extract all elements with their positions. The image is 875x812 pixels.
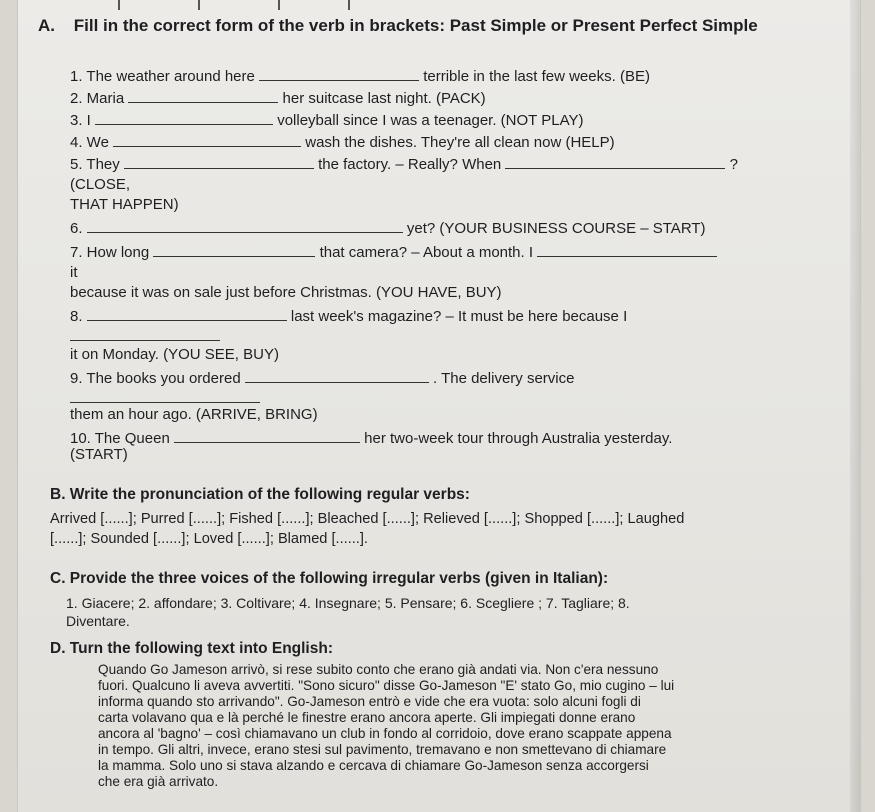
- item-7-middle: that camera? – About a month. I: [319, 244, 534, 261]
- answer-blank[interactable]: [259, 66, 419, 81]
- section-b-verbs-line-2: [......]; Sounded [......]; Loved [......]; Blamed [......].: [50, 531, 368, 547]
- exercise-item-3: [70, 110, 583, 130]
- item-6-start: 6.: [70, 220, 83, 237]
- item-3-start: 3. I: [70, 112, 91, 129]
- exercise-item-2: [70, 88, 486, 108]
- exercise-item-6: [70, 218, 706, 238]
- top-edge-marks: [78, 0, 378, 12]
- item-5-hint-line-2: THAT HAPPEN): [70, 196, 179, 213]
- italian-text-line-2: fuori. Qualcuno li aveva avvertiti. "Sono sicuro" disse Go-Jameson "E' stato Go, mio cugino – lui: [98, 678, 675, 693]
- item-7-hint: because it was on sale just before Christmas. (YOU HAVE, BUY): [70, 284, 502, 301]
- answer-blank[interactable]: [537, 242, 717, 257]
- section-a-title: [38, 16, 758, 36]
- exercise-item-5: [70, 154, 738, 174]
- section-c-title: C. Provide the three voices of the following irregular verbs (given in Italian):: [50, 570, 609, 587]
- item-4-end: wash the dishes. They're all clean now (HELP): [305, 134, 615, 151]
- section-a-heading: Fill in the correct form of the verb in brackets: Past Simple or Present Perfect Simple: [73, 16, 758, 35]
- item-5-hint-line-1: (CLOSE,: [70, 176, 131, 193]
- item-8-end: last week's magazine? – It must be here because I: [290, 308, 628, 325]
- exercise-item-9: [70, 368, 574, 388]
- italian-text-line-6: in tempo. Gli altri, invece, erano stesi sul pavimento, tremavano e non smettevano di chiamare: [98, 742, 667, 757]
- answer-blank[interactable]: [113, 132, 301, 147]
- item-7-continuation: it: [70, 264, 78, 281]
- italian-text-line-7: la mamma. Solo uno si stava alzando e cercava di chiamare Go-Jameson senza accorgersi: [98, 758, 649, 773]
- answer-blank[interactable]: [124, 154, 314, 169]
- item-1-start: 1. The weather around here: [70, 68, 255, 85]
- italian-text-line-8: che era già arrivato.: [98, 774, 219, 789]
- section-d-title: D. Turn the following text into English:: [50, 640, 333, 657]
- item-7-start: 7. How long: [70, 244, 150, 261]
- item-9-hint: them an hour ago. (ARRIVE, BRING): [70, 406, 318, 423]
- answer-blank[interactable]: [174, 428, 360, 443]
- section-a-marker: A.: [38, 16, 55, 35]
- section-c-verbs-line-1: 1. Giacere; 2. affondare; 3. Coltivare; 4. Insegnare; 5. Pensare; 6. Scegliere ; 7. Tagliare; 8.: [66, 595, 630, 611]
- section-b-verbs-line-1: Arrived [......]; Purred [......]; Fished [......]; Bleached [......]; Relieved [......]; Shopped [......]; Laughed: [50, 511, 685, 527]
- italian-text-line-4: carta volavano qua e là perché le finestre erano ancora aperte. Gli impiegati donne erano: [98, 710, 636, 725]
- italian-text-line-1: Quando Go Jameson arrivò, si rese subito conto che erano già andati via. Non c'era nessuno: [98, 662, 659, 677]
- item-2-end: her suitcase last night. (PACK): [282, 90, 486, 107]
- item-8-blank-line: [70, 326, 220, 346]
- item-10-hint: (START): [70, 446, 128, 463]
- item-5-middle: the factory. – Really? When: [318, 156, 502, 173]
- answer-blank[interactable]: [128, 88, 278, 103]
- exercise-item-8: [70, 306, 627, 326]
- answer-blank[interactable]: [70, 388, 260, 403]
- item-1-end: terrible in the last few weeks. (BE): [423, 68, 650, 85]
- item-10-start: 10. The Queen: [70, 430, 170, 447]
- section-c-verbs-line-2: Diventare.: [66, 613, 130, 629]
- item-4-start: 4. We: [70, 134, 109, 151]
- answer-blank[interactable]: [87, 218, 403, 233]
- item-10-end: her two-week tour through Australia yesterday.: [364, 430, 673, 447]
- item-5-end: ?: [729, 156, 738, 173]
- answer-blank[interactable]: [245, 368, 429, 383]
- item-3-end: volleyball since I was a teenager. (NOT PLAY): [277, 112, 584, 129]
- item-8-start: 8.: [70, 308, 83, 325]
- answer-blank[interactable]: [95, 110, 273, 125]
- item-6-end: yet? (YOUR BUSINESS COURSE – START): [406, 220, 706, 237]
- italian-text-line-3: informa quando sto arrivando". Go-Jameson entrò e vide che era vuota: solo alcuni fogli di: [98, 694, 641, 709]
- exercise-item-10: [70, 428, 672, 448]
- exercise-item-4: [70, 132, 615, 152]
- item-2-start: 2. Maria: [70, 90, 125, 107]
- answer-blank[interactable]: [70, 326, 220, 341]
- answer-blank[interactable]: [87, 306, 287, 321]
- item-9-start: 9. The books you ordered: [70, 370, 241, 387]
- item-5-start: 5. They: [70, 156, 120, 173]
- item-9-blank-line: [70, 388, 260, 408]
- item-8-hint: it on Monday. (YOU SEE, BUY): [70, 346, 279, 363]
- exercise-item-1: [70, 66, 650, 86]
- page-edge-shadow: [850, 0, 860, 812]
- italian-text-line-5: ancora al 'bagno' – così chiamavano un club in fondo al corridoio, dove erano scappate appena: [98, 726, 672, 741]
- exercise-item-7: [70, 242, 717, 262]
- section-b-title: B. Write the pronunciation of the following regular verbs:: [50, 486, 470, 503]
- worksheet-page: [18, 0, 860, 812]
- answer-blank[interactable]: [505, 154, 725, 169]
- answer-blank[interactable]: [153, 242, 315, 257]
- item-9-end: . The delivery service: [433, 370, 575, 387]
